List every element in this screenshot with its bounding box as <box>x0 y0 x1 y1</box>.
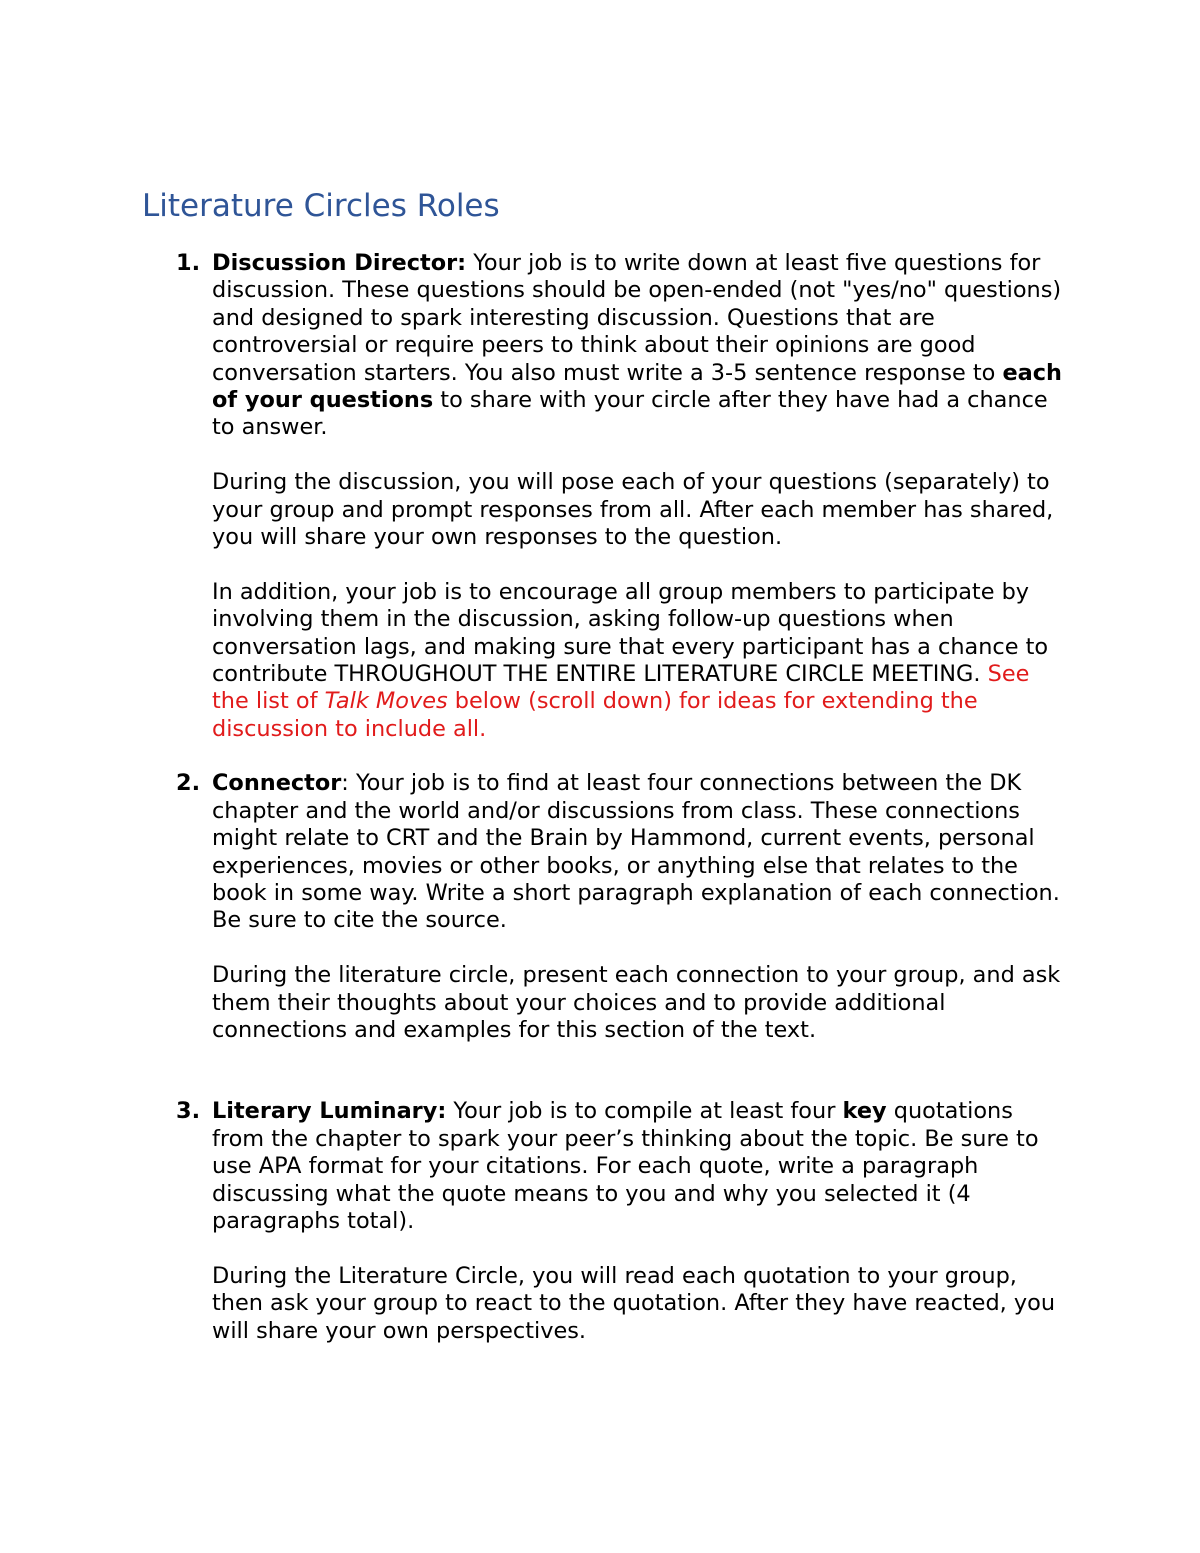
role-text: : Your job is to find at least four connections between the DK chapter and the world and/or discussions from class. These connections might relate to CRT and the Brain by Hammond, current events, personal experiences, movies or other books, or anything else that relates to the book in some way. Write a short paragraph explanation of each connection. Be sure to cite the source. <box>212 770 1060 934</box>
role-number: 3. <box>176 1098 201 1125</box>
role-additional-paragraph <box>212 579 1072 743</box>
emphasis-text: each of your questions <box>212 359 1062 414</box>
page-title: Literature Circles Roles <box>142 188 500 224</box>
role-description <box>212 770 1072 934</box>
roles-list <box>0 250 1200 1345</box>
role-discussion-paragraph: During the Literature Circle, you will read each quotation to your group, then ask your group to react to the quotation. After they have reacted, you will share your own perspectives. <box>212 1262 1056 1344</box>
role-discussion-paragraph: During the literature circle, present each connection to your group, and ask them their thoughts about your choices and to provide additional connections and examples for this section of the text. <box>212 962 1061 1043</box>
role-description <box>212 1098 1072 1235</box>
note-text: below (scroll down) for ideas for extending the discussion to include all. <box>212 688 978 742</box>
role-name: Connector <box>212 770 342 797</box>
role-description <box>212 250 1072 442</box>
role-text: Your job is to write down at least five questions for discussion. These questions should be open-ended (not "yes/no" questions) and designed to spark interesting discussion. Questions that are controversial or require peers to think about their opinions are good conversation starters. You also must write a 3-5 sentence response to <box>212 250 1062 386</box>
role-connector <box>0 770 1072 1044</box>
role-text: quotations from the chapter to spark your peer’s thinking about the topic. Be sure to use APA format for your citations. For each quote, write a paragraph discussing what the quote means to you and why you selected it (4 paragraphs total). <box>212 1098 1039 1234</box>
role-text: In addition, your job is to encourage all group members to participate by involving them in the discussion, asking follow-up questions when conversation lags, and making sure that every participant has a chance to contribute THROUGHOUT THE ENTIRE LITERATURE CIRCLE MEETING. <box>212 578 1049 688</box>
role-discussion-director <box>0 250 1072 743</box>
role-number: 1. <box>176 250 201 276</box>
role-text: Your job is to compile at least four <box>446 1098 843 1125</box>
role-number: 2. <box>176 770 201 797</box>
role-literary-luminary <box>0 1098 1072 1345</box>
role-name: Discussion Director: <box>212 250 467 276</box>
role-text: to share with your circle after they have had a chance to answer. <box>212 387 1048 441</box>
role-name: Literary Luminary: <box>212 1098 447 1125</box>
emphasis-text: key <box>842 1098 887 1125</box>
role-discussion-paragraph: During the discussion, you will pose each of your questions (separately) to your group and prompt responses from all. After each member has shared, you will share your own responses to the question. <box>212 469 1054 551</box>
note-text: See the list of <box>212 661 1030 715</box>
talk-moves-title: Talk Moves <box>324 688 448 715</box>
